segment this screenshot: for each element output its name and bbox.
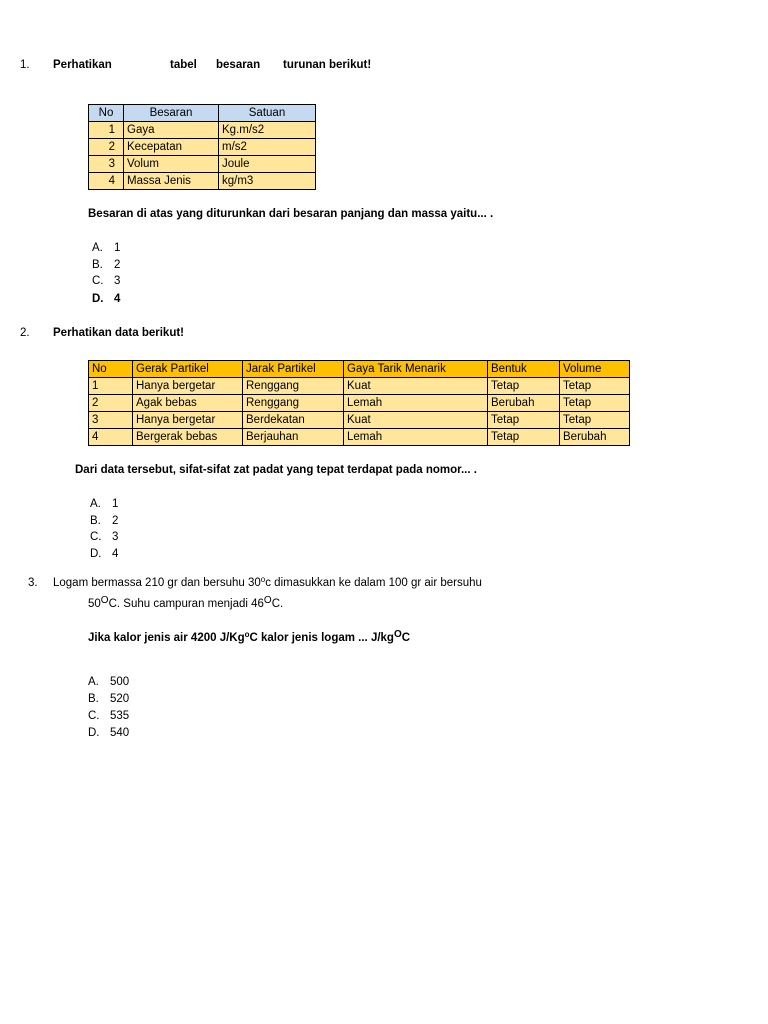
table-header-row xyxy=(89,105,316,122)
cell-satuan: Joule xyxy=(219,156,316,173)
q3-statement-line1 xyxy=(53,577,482,589)
table-header-row xyxy=(89,361,630,378)
option-text: 520 xyxy=(110,693,130,705)
q1-question: Besaran di atas yang diturunkan dari besaran panjang dan massa yaitu... . xyxy=(88,208,494,220)
q3-number: 3. xyxy=(28,577,38,589)
cell-jarak: Berdekatan xyxy=(243,412,344,429)
degree-superscript: O xyxy=(393,629,402,640)
option-letter: B. xyxy=(92,259,103,271)
q2-option-d[interactable] xyxy=(90,548,118,560)
option-text: 1 xyxy=(114,242,121,254)
q3-question xyxy=(88,629,411,644)
q1-prompt-word-3: besaran xyxy=(216,59,261,71)
option-text: 4 xyxy=(112,548,119,560)
q3-option-b[interactable] xyxy=(88,693,129,705)
option-text: 4 xyxy=(114,293,121,305)
cell-no: 2 xyxy=(89,139,124,156)
header-jarak-partikel: Jarak Partikel xyxy=(243,361,344,378)
option-letter: D. xyxy=(92,293,104,305)
q1-table xyxy=(88,104,316,190)
q1-prompt-word-2: tabel xyxy=(170,59,197,71)
q1-option-b[interactable] xyxy=(92,259,120,271)
q3-line1-text-a: Logam bermassa 210 gr dan bersuhu 30 xyxy=(53,577,261,589)
cell-no: 1 xyxy=(89,378,133,395)
cell-no: 2 xyxy=(89,395,133,412)
cell-bentuk: Berubah xyxy=(488,395,560,412)
cell-gerak: Bergerak bebas xyxy=(133,429,243,446)
cell-gaya: Kuat xyxy=(344,412,488,429)
q3-line2-text-a: 50 xyxy=(88,598,101,610)
q3-question-text-c: C xyxy=(401,632,411,644)
cell-besaran: Massa Jenis xyxy=(124,173,219,190)
cell-bentuk: Tetap xyxy=(488,429,560,446)
q2-option-c[interactable] xyxy=(90,531,118,543)
q2-question: Dari data tersebut, sifat-sifat zat padat yang tepat terdapat pada nomor... . xyxy=(75,464,477,476)
degree-superscript: O xyxy=(263,595,272,606)
cell-volume: Tetap xyxy=(560,378,630,395)
option-letter: C. xyxy=(92,275,104,287)
table-row xyxy=(89,429,630,446)
header-no: No xyxy=(89,361,133,378)
cell-gerak: Hanya bergetar xyxy=(133,412,243,429)
degree-superscript: o xyxy=(244,630,250,639)
option-text: 1 xyxy=(112,498,119,510)
q3-line1-text-b: c dimasukkan ke dalam 100 gr air bersuhu xyxy=(265,577,482,589)
cell-satuan: m/s2 xyxy=(219,139,316,156)
cell-no: 4 xyxy=(89,173,124,190)
q2-table xyxy=(88,360,630,446)
q1-prompt-word-1: Perhatikan xyxy=(53,59,112,71)
option-letter: A. xyxy=(90,498,101,510)
header-volume: Volume xyxy=(560,361,630,378)
degree-superscript: o xyxy=(260,575,266,584)
option-letter: A. xyxy=(92,242,103,254)
cell-satuan: kg/m3 xyxy=(219,173,316,190)
header-satuan: Satuan xyxy=(219,105,316,122)
option-letter: C. xyxy=(88,710,100,722)
cell-no: 4 xyxy=(89,429,133,446)
table-row xyxy=(89,395,630,412)
cell-volume: Berubah xyxy=(560,429,630,446)
q1-number: 1. xyxy=(20,59,30,71)
cell-besaran: Volum xyxy=(124,156,219,173)
q3-option-a[interactable] xyxy=(88,676,129,688)
option-text: 3 xyxy=(112,531,119,543)
cell-satuan: Kg.m/s2 xyxy=(219,122,316,139)
header-besaran: Besaran xyxy=(124,105,219,122)
cell-gaya: Kuat xyxy=(344,378,488,395)
cell-gerak: Hanya bergetar xyxy=(133,378,243,395)
option-text: 2 xyxy=(112,515,119,527)
q1-option-c[interactable] xyxy=(92,275,120,287)
table-row xyxy=(89,156,316,173)
header-gaya-tarik: Gaya Tarik Menarik xyxy=(344,361,488,378)
header-no: No xyxy=(89,105,124,122)
q3-line2-text-c: C. xyxy=(271,598,284,610)
cell-gaya: Lemah xyxy=(344,395,488,412)
q2-prompt: Perhatikan data berikut! xyxy=(53,327,185,339)
table-row xyxy=(89,412,630,429)
option-text: 2 xyxy=(114,259,121,271)
cell-jarak: Renggang xyxy=(243,378,344,395)
table-row xyxy=(89,173,316,190)
option-letter: B. xyxy=(88,693,99,705)
cell-jarak: Renggang xyxy=(243,395,344,412)
table-row xyxy=(89,378,630,395)
cell-volume: Tetap xyxy=(560,395,630,412)
option-letter: B. xyxy=(90,515,101,527)
q2-option-a[interactable] xyxy=(90,498,118,510)
table-row xyxy=(89,139,316,156)
q3-statement-line2 xyxy=(88,595,284,610)
cell-gerak: Agak bebas xyxy=(133,395,243,412)
cell-no: 3 xyxy=(89,412,133,429)
cell-jarak: Berjauhan xyxy=(243,429,344,446)
table-row xyxy=(89,122,316,139)
q2-number: 2. xyxy=(20,327,30,339)
q1-option-d[interactable] xyxy=(92,293,120,305)
header-bentuk: Bentuk xyxy=(488,361,560,378)
option-letter: D. xyxy=(88,727,100,739)
option-text: 3 xyxy=(114,275,121,287)
q1-prompt-word-4: turunan berikut! xyxy=(283,59,372,71)
cell-no: 3 xyxy=(89,156,124,173)
cell-no: 1 xyxy=(89,122,124,139)
q1-option-a[interactable] xyxy=(92,242,120,254)
header-gerak-partikel: Gerak Partikel xyxy=(133,361,243,378)
q3-line2-text-b: C. Suhu campuran menjadi 46 xyxy=(108,598,264,610)
cell-bentuk: Tetap xyxy=(488,378,560,395)
option-letter: C. xyxy=(90,531,102,543)
option-text: 540 xyxy=(110,727,130,739)
q3-option-d[interactable] xyxy=(88,727,129,739)
option-letter: D. xyxy=(90,548,102,560)
option-text: 535 xyxy=(110,710,130,722)
cell-besaran: Kecepatan xyxy=(124,139,219,156)
cell-volume: Tetap xyxy=(560,412,630,429)
degree-superscript: O xyxy=(100,595,109,606)
q3-question-text-b: C kalor jenis logam ... J/kg xyxy=(249,632,394,644)
q3-option-c[interactable] xyxy=(88,710,129,722)
option-text: 500 xyxy=(110,676,130,688)
cell-bentuk: Tetap xyxy=(488,412,560,429)
cell-gaya: Lemah xyxy=(344,429,488,446)
q3-question-text-a: Jika kalor jenis air 4200 J/Kg xyxy=(88,632,245,644)
option-letter: A. xyxy=(88,676,99,688)
cell-besaran: Gaya xyxy=(124,122,219,139)
q2-option-b[interactable] xyxy=(90,515,118,527)
